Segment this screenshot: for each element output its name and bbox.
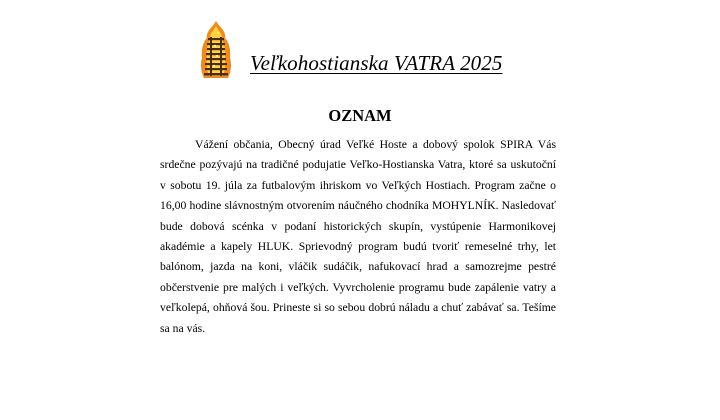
- event-title: Veľkohostianska VATRA 2025: [250, 51, 503, 75]
- announcement-heading: OZNAM: [328, 106, 392, 125]
- document-header: [198, 20, 543, 82]
- bonfire-icon: [198, 20, 234, 80]
- announcement-body: Vážení občania, Obecný úrad Veľké Hoste a dobový spolok SPIRA Vás srdečne pozývajú na tradičné podujatie Veľko-Hostianska Vatra, ktoré sa uskutoční v sobotu 19. júla za futbalovým ihriskom vo Veľkých Hostiach. Program začne o 16,00 hodine slávnostným otvorením náučného chodníka MOHYLNÍK. Nasledovať bude dobová scénka v podaní historických skupín, vystúpenie Harmonikovej akadémie a kapely HLUK. Sprievodný program budú tvoriť remeselné trhy, let balónom, jazda na koni, vláčik sudáčik, nafukovací hrad a samozrejme pestré občerstvenie pre malých i veľkých. Vyvrcholenie programu bude zapálenie vatry a veľkolepá, ohňová šou. Prineste si so sebou dobrú náladu a chuť zabávať sa. Tešíme sa na vás.: [160, 138, 556, 335]
